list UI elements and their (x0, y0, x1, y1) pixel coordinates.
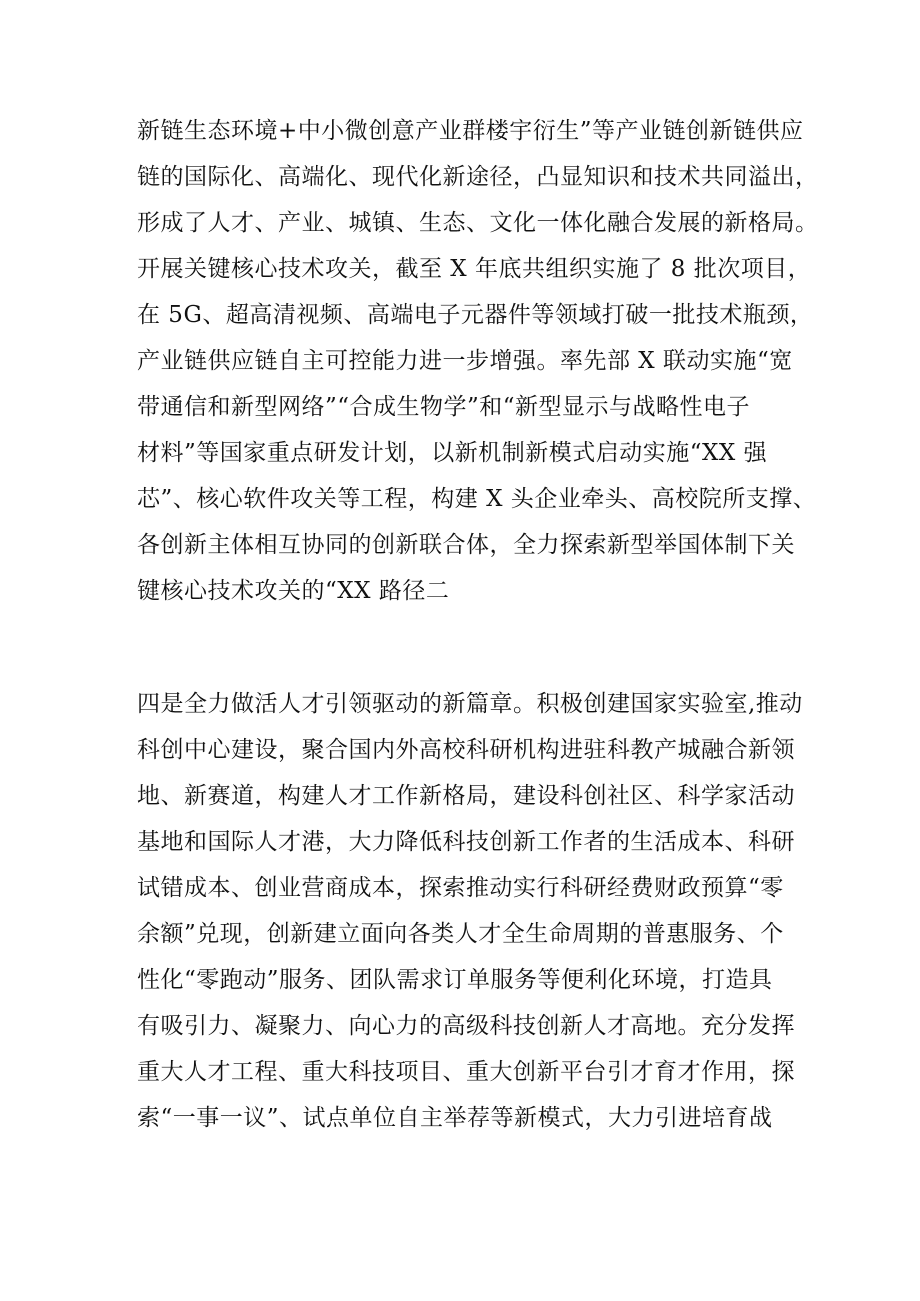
paragraph-2-line: 试错成本、创业营商成本，探索推动实行科研经费财政预算“零 (137, 875, 784, 901)
paragraph-1-line: 各创新主体相互协同的创新联合体，全力探索新型举国体制下关 (137, 532, 795, 558)
paragraph-1-line: 芯”、核心软件攻关等工程，构建 X 头企业牵头、高校院所支撑、 (137, 486, 817, 512)
paragraph-2-line: 性化“零跑动”服务、团队需求订单服务等便利化环境，打造具 (137, 967, 773, 993)
paragraph-1-line: 在 5G、超高清视频、高端电子元器件等领域打破一批技术瓶颈， (137, 302, 814, 328)
paragraph-2-line: 科创中心建设，聚合国内外高校科研机构进驻科教产城融合新领 (137, 737, 795, 763)
paragraph-2-line: 索“一事一议”、试点单位自主举荐等新模式，大力引进培育战 (137, 1105, 773, 1131)
paragraph-1-line: 带通信和新型网络”“合成生物学”和“新型显示与战略性电子 (137, 394, 751, 420)
paragraph-1-line: 链的国际化、高端化、现代化新途径，凸显知识和技术共同溢出， (137, 164, 819, 190)
paragraph-1-line: 产业链供应链自主可控能力进一步增强。率先部 X 联动实施“宽 (137, 348, 793, 374)
paragraph-1-line: 形成了人才、产业、城镇、生态、文化一体化融合发展的新格局。 (137, 210, 819, 236)
paragraph-1-line: 键核心技术攻关的“XX 路径二 (137, 578, 450, 604)
paragraph-2-line: 重大人才工程、重大科技项目、重大创新平台引才育才作用，探 (137, 1059, 795, 1085)
paragraph-1-line: 材料”等国家重点研发计划，以新机制新模式启动实施“XX 强 (137, 440, 768, 466)
paragraph-2-line: 余额”兑现，创新建立面向各类人才全生命周期的普惠服务、个 (137, 921, 784, 947)
paragraph-2-line: 基地和国际人才港，大力降低科技创新工作者的生活成本、科研 (137, 829, 795, 855)
paragraph-2-line: 有吸引力、凝聚力、向心力的高级科技创新人才高地。充分发挥 (137, 1013, 795, 1039)
paragraph-2-line: 地、新赛道，构建人才工作新格局，建设科创社区、科学家活动 (137, 783, 795, 809)
paragraph-2-line: 四是全力做活人才引领驱动的新篇章。积极创建国家实验室,推动 (137, 691, 803, 717)
paragraph-1-line: 新链生态环境+中小微创意产业群楼宇衍生”等产业链创新链供应 (137, 118, 804, 144)
paragraph-1-line: 开展关键核心技术攻关，截至 X 年底共组织实施了 8 批次项目， (137, 256, 812, 282)
